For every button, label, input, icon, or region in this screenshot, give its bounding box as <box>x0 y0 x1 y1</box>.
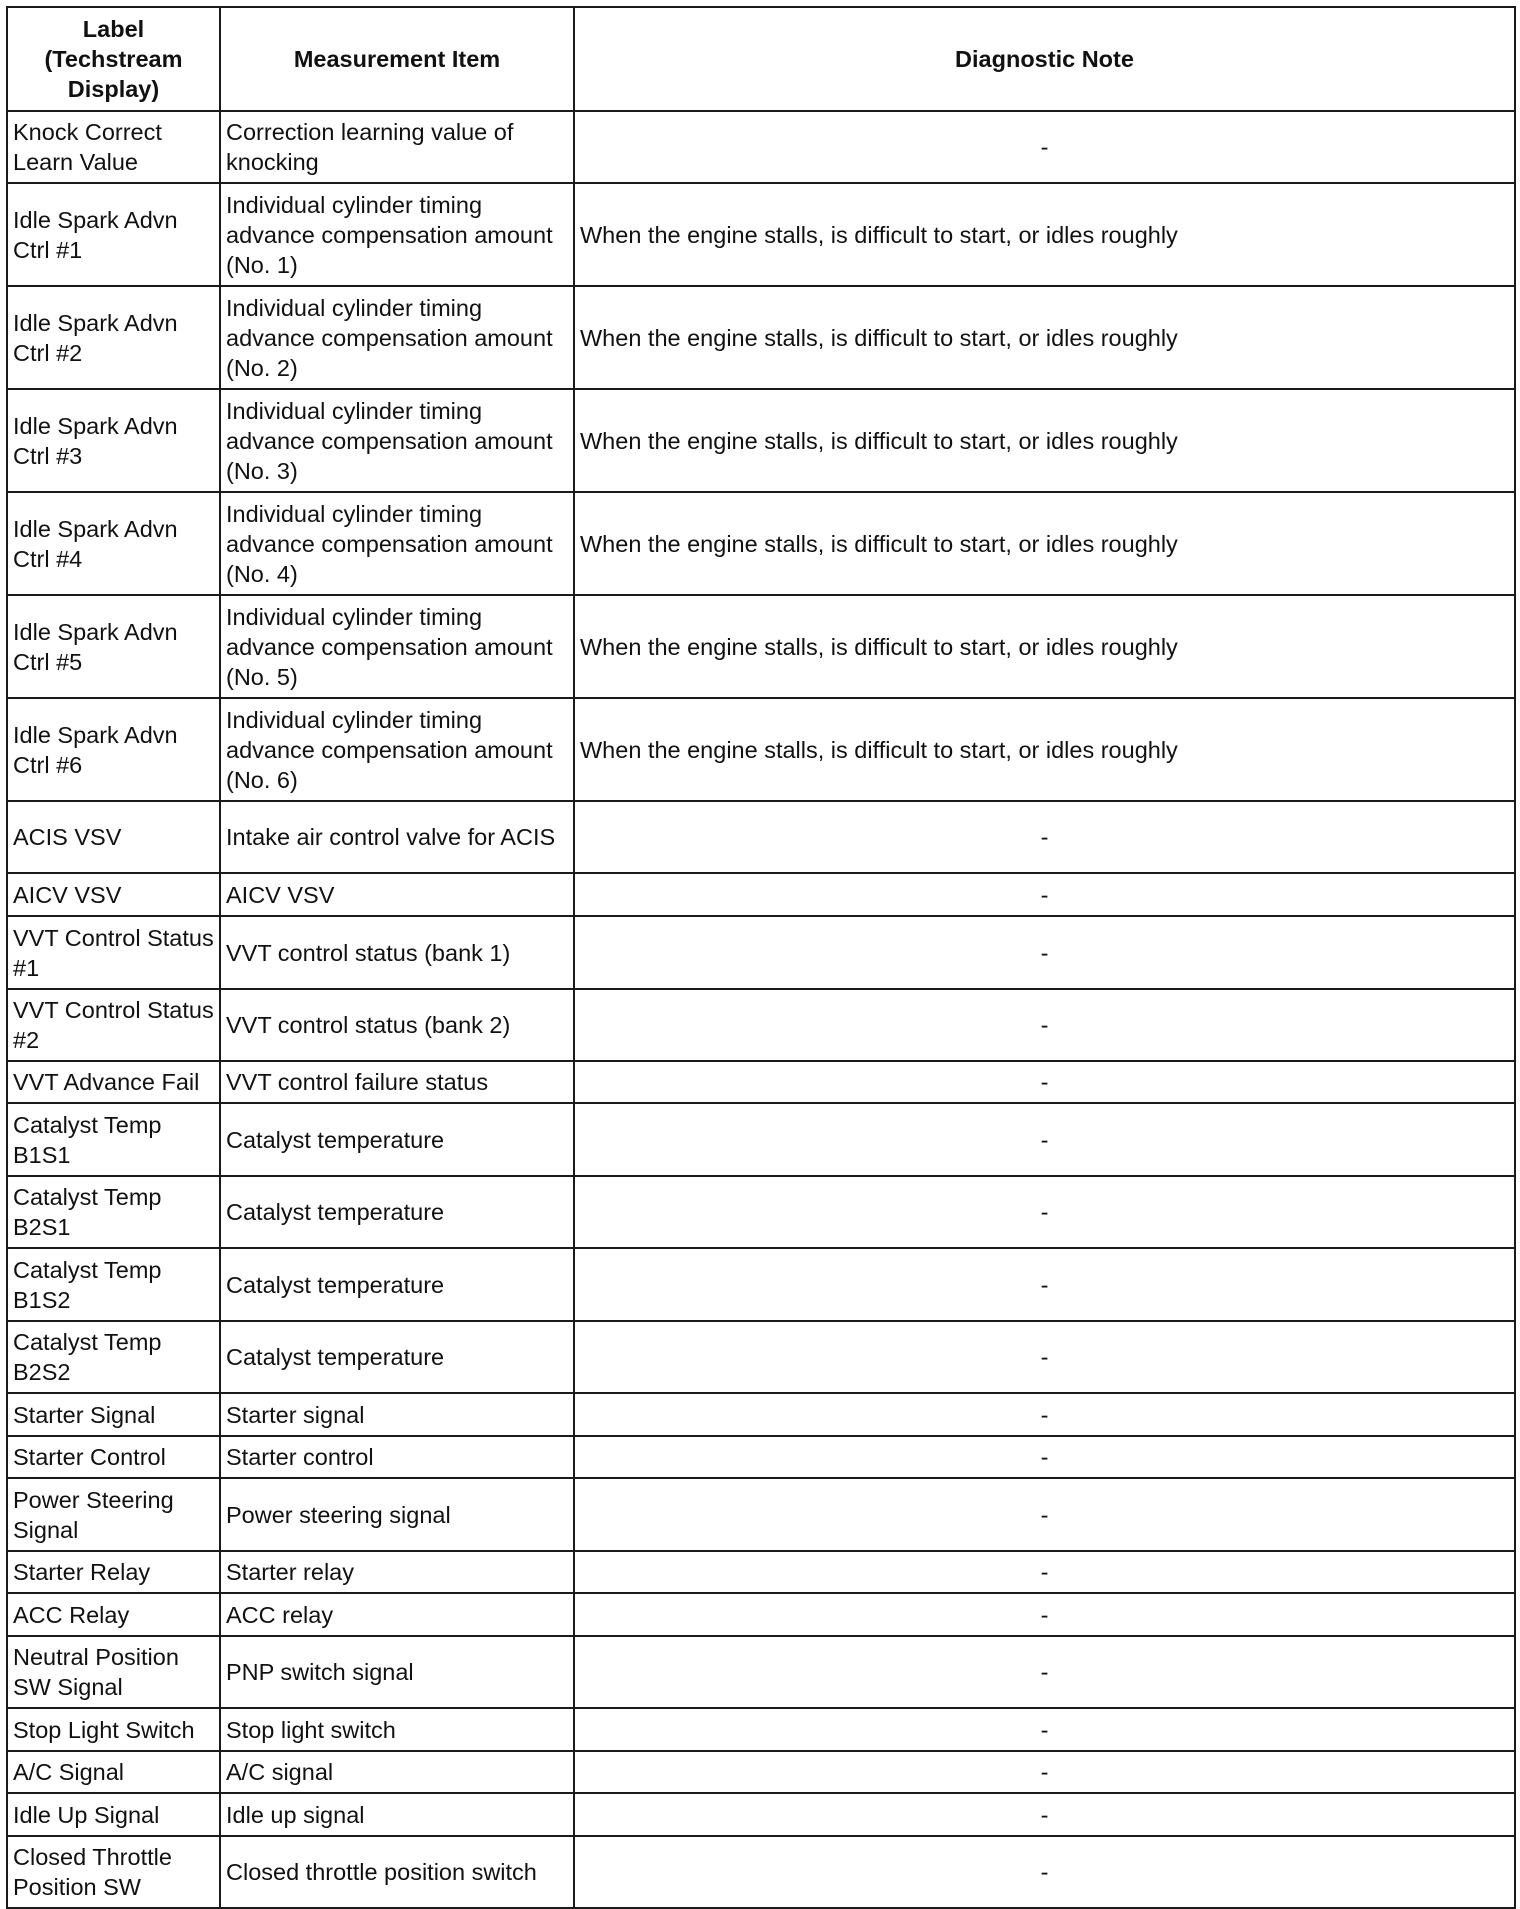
cell-label: ACIS VSV <box>7 801 220 873</box>
table-row <box>7 1478 1515 1551</box>
table-row <box>7 286 1515 389</box>
cell-label: Idle Spark Advn Ctrl #6 <box>7 698 220 801</box>
table-row <box>7 111 1515 183</box>
cell-measurement-item: Catalyst temperature <box>220 1176 574 1248</box>
table-row <box>7 1436 1515 1478</box>
cell-measurement-item: Closed throttle position switch <box>220 1836 574 1908</box>
cell-diagnostic-note: - <box>574 111 1515 183</box>
cell-label: VVT Advance Fail <box>7 1061 220 1103</box>
cell-measurement-item: A/C signal <box>220 1751 574 1793</box>
cell-measurement-item: Catalyst temperature <box>220 1103 574 1176</box>
cell-measurement-item: Starter relay <box>220 1551 574 1593</box>
cell-label: Power Steering Signal <box>7 1478 220 1551</box>
cell-label: Stop Light Switch <box>7 1708 220 1751</box>
cell-measurement-item: Individual cylinder timing advance compensation amount (No. 1) <box>220 183 574 286</box>
table-row <box>7 1551 1515 1593</box>
cell-measurement-item: VVT control status (bank 2) <box>220 989 574 1061</box>
table-row <box>7 698 1515 801</box>
table-body <box>7 111 1515 1908</box>
cell-measurement-item: VVT control failure status <box>220 1061 574 1103</box>
table-row <box>7 989 1515 1061</box>
cell-diagnostic-note: - <box>574 916 1515 989</box>
cell-label: Idle Spark Advn Ctrl #3 <box>7 389 220 492</box>
document-sheet <box>6 6 1514 1909</box>
cell-diagnostic-note: - <box>574 989 1515 1061</box>
cell-measurement-item: Catalyst temperature <box>220 1321 574 1393</box>
cell-label: AICV VSV <box>7 873 220 916</box>
cell-diagnostic-note: - <box>574 1103 1515 1176</box>
cell-diagnostic-note: - <box>574 1751 1515 1793</box>
cell-label: Catalyst Temp B1S2 <box>7 1248 220 1321</box>
cell-diagnostic-note: When the engine stalls, is difficult to start, or idles roughly <box>574 492 1515 595</box>
cell-label: Closed Throttle Position SW <box>7 1836 220 1908</box>
table-row <box>7 1103 1515 1176</box>
cell-diagnostic-note: - <box>574 1836 1515 1908</box>
table-row <box>7 1321 1515 1393</box>
cell-label: Catalyst Temp B1S1 <box>7 1103 220 1176</box>
table-row <box>7 1393 1515 1436</box>
cell-measurement-item: VVT control status (bank 1) <box>220 916 574 989</box>
header-diagnostic-note: Diagnostic Note <box>574 7 1515 111</box>
cell-measurement-item: Stop light switch <box>220 1708 574 1751</box>
cell-label: Catalyst Temp B2S1 <box>7 1176 220 1248</box>
table-row <box>7 1708 1515 1751</box>
table-row <box>7 1061 1515 1103</box>
table-row <box>7 1248 1515 1321</box>
cell-diagnostic-note: When the engine stalls, is difficult to start, or idles roughly <box>574 389 1515 492</box>
header-label: Label (Techstream Display) <box>7 7 220 111</box>
cell-measurement-item: PNP switch signal <box>220 1636 574 1708</box>
cell-measurement-item: Catalyst temperature <box>220 1248 574 1321</box>
cell-diagnostic-note: - <box>574 1478 1515 1551</box>
table-row <box>7 1751 1515 1793</box>
cell-label: Idle Spark Advn Ctrl #1 <box>7 183 220 286</box>
cell-diagnostic-note: - <box>574 873 1515 916</box>
cell-label: Knock Correct Learn Value <box>7 111 220 183</box>
cell-diagnostic-note: - <box>574 1793 1515 1836</box>
cell-measurement-item: Individual cylinder timing advance compensation amount (No. 5) <box>220 595 574 698</box>
cell-label: Idle Spark Advn Ctrl #4 <box>7 492 220 595</box>
table-row <box>7 492 1515 595</box>
cell-diagnostic-note: When the engine stalls, is difficult to start, or idles roughly <box>574 698 1515 801</box>
cell-diagnostic-note: - <box>574 1061 1515 1103</box>
cell-diagnostic-note: - <box>574 1593 1515 1636</box>
cell-diagnostic-note: - <box>574 1436 1515 1478</box>
cell-label: Neutral Position SW Signal <box>7 1636 220 1708</box>
table-row <box>7 1593 1515 1636</box>
cell-measurement-item: Starter control <box>220 1436 574 1478</box>
cell-label: Idle Spark Advn Ctrl #5 <box>7 595 220 698</box>
cell-label: Starter Control <box>7 1436 220 1478</box>
cell-measurement-item: Idle up signal <box>220 1793 574 1836</box>
table-row <box>7 389 1515 492</box>
cell-label: VVT Control Status #1 <box>7 916 220 989</box>
cell-label: VVT Control Status #2 <box>7 989 220 1061</box>
cell-measurement-item: Correction learning value of knocking <box>220 111 574 183</box>
table-row <box>7 183 1515 286</box>
header-row <box>7 7 1515 111</box>
cell-measurement-item: Starter signal <box>220 1393 574 1436</box>
cell-measurement-item: Individual cylinder timing advance compensation amount (No. 3) <box>220 389 574 492</box>
table-row <box>7 801 1515 873</box>
cell-measurement-item: Individual cylinder timing advance compensation amount (No. 4) <box>220 492 574 595</box>
cell-measurement-item: Individual cylinder timing advance compensation amount (No. 2) <box>220 286 574 389</box>
cell-diagnostic-note: - <box>574 801 1515 873</box>
cell-measurement-item: ACC relay <box>220 1593 574 1636</box>
cell-measurement-item: AICV VSV <box>220 873 574 916</box>
cell-diagnostic-note: - <box>574 1248 1515 1321</box>
table-row <box>7 1636 1515 1708</box>
cell-label: A/C Signal <box>7 1751 220 1793</box>
cell-diagnostic-note: - <box>574 1176 1515 1248</box>
cell-label: Idle Spark Advn Ctrl #2 <box>7 286 220 389</box>
cell-diagnostic-note: When the engine stalls, is difficult to start, or idles roughly <box>574 286 1515 389</box>
cell-label: Starter Signal <box>7 1393 220 1436</box>
cell-diagnostic-note: - <box>574 1708 1515 1751</box>
table-row <box>7 916 1515 989</box>
cell-label: Starter Relay <box>7 1551 220 1593</box>
cell-label: ACC Relay <box>7 1593 220 1636</box>
table-row <box>7 595 1515 698</box>
cell-label: Idle Up Signal <box>7 1793 220 1836</box>
cell-diagnostic-note: - <box>574 1636 1515 1708</box>
cell-diagnostic-note: When the engine stalls, is difficult to start, or idles roughly <box>574 595 1515 698</box>
cell-measurement-item: Intake air control valve for ACIS <box>220 801 574 873</box>
cell-measurement-item: Power steering signal <box>220 1478 574 1551</box>
cell-diagnostic-note: - <box>574 1321 1515 1393</box>
header-measurement-item: Measurement Item <box>220 7 574 111</box>
cell-diagnostic-note: - <box>574 1551 1515 1593</box>
table-row <box>7 1793 1515 1836</box>
cell-diagnostic-note: When the engine stalls, is difficult to start, or idles roughly <box>574 183 1515 286</box>
data-list-table <box>6 6 1516 1909</box>
cell-diagnostic-note: - <box>574 1393 1515 1436</box>
table-row <box>7 1836 1515 1908</box>
cell-measurement-item: Individual cylinder timing advance compensation amount (No. 6) <box>220 698 574 801</box>
cell-label: Catalyst Temp B2S2 <box>7 1321 220 1393</box>
table-row <box>7 873 1515 916</box>
table-row <box>7 1176 1515 1248</box>
